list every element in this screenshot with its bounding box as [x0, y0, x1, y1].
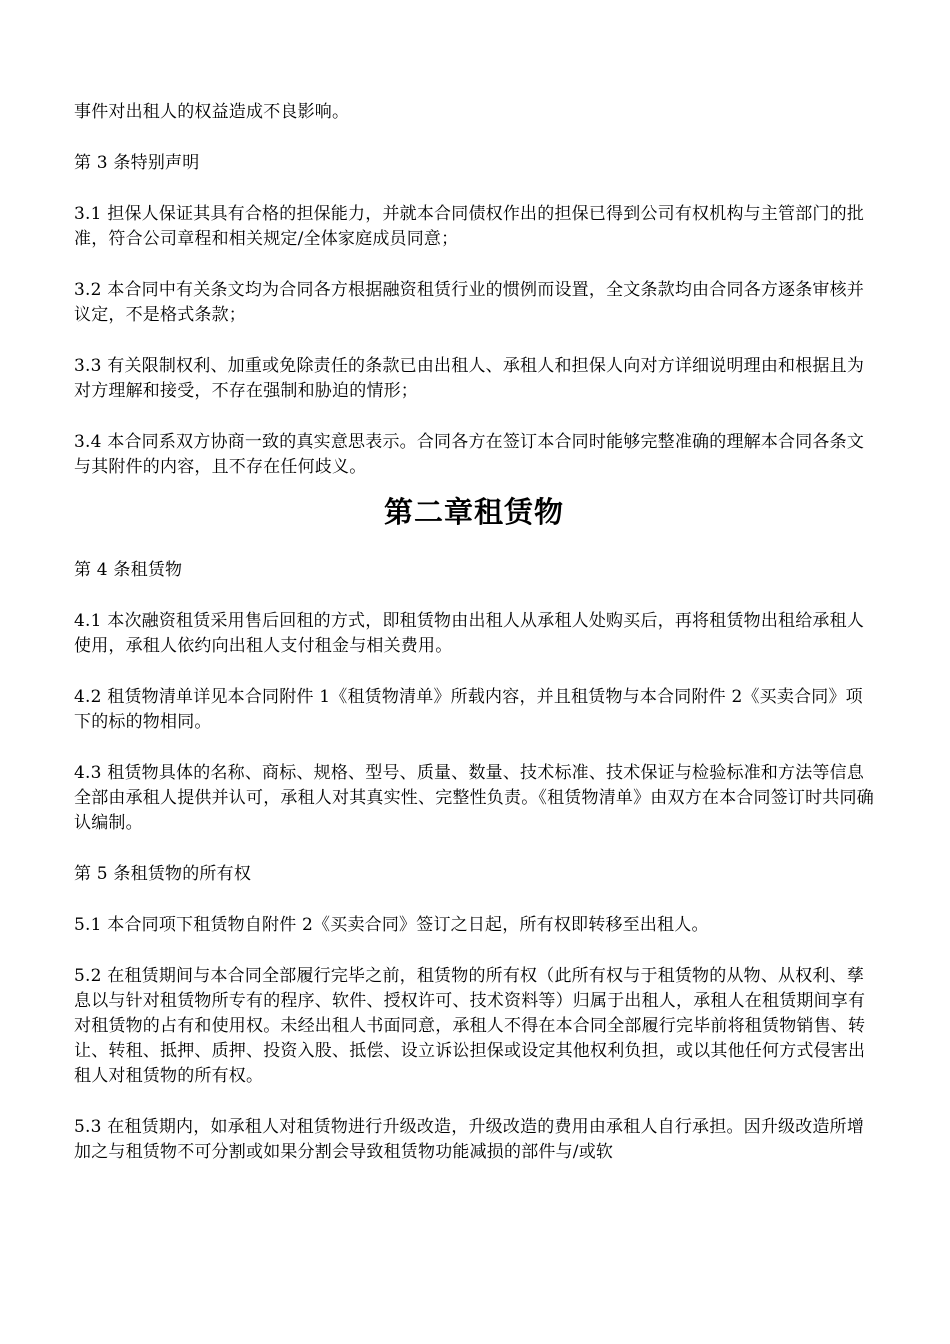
paragraph: 5.2 在租赁期间与本合同全部履行完毕之前，租赁物的所有权（此所有权与于租赁物的从物、从权利、孳息以与针对租赁物所专有的程序、软件、授权许可、技术资料等）归属于出租人，承租人在租赁期间享有对租赁物的占有和使用权。未经出租人书面同意，承租人不得在本合同全部履行完毕前将租赁物销售、转让、转租、抵押、质押、投资入股、抵偿、设立诉讼担保或设定其他权利负担，或以其他任何方式侵害出租人对租赁物的所有权。: [74, 966, 866, 1086]
paragraph: 3.1 担保人保证其具有合格的担保能力，并就本合同债权作出的担保已得到公司有权机构与主管部门的批准，符合公司章程和相关规定/全体家庭成员同意；: [74, 204, 865, 249]
paragraph: 5.1 本合同项下租赁物自附件 2《买卖合同》签订之日起，所有权即转移至出租人。: [74, 915, 709, 935]
article-heading: 第 5 条租赁物的所有权: [74, 864, 252, 884]
paragraph: 4.2 租赁物清单详见本合同附件 1《租赁物清单》所载内容，并且租赁物与本合同附件 2《买卖合同》项下的标的物相同。: [74, 687, 863, 732]
paragraph: 4.1 本次融资租赁采用售后回租的方式，即租赁物由出租人从承租人处购买后，再将租赁物出租给承租人使用，承租人依约向出租人支付租金与相关费用。: [74, 611, 865, 656]
paragraph: 5.3 在租赁期内，如承租人对租赁物进行升级改造，升级改造的费用由承租人自行承担。因升级改造所增加之与租赁物不可分割或如果分割会导致租赁物功能减损的部件与/或软: [74, 1117, 865, 1162]
paragraph: 事件对出租人的权益造成不良影响。: [74, 102, 350, 122]
paragraph: 3.4 本合同系双方协商一致的真实意思表示。合同各方在签订本合同时能够完整准确的理解本合同各条文与其附件的内容，且不存在任何歧义。: [74, 432, 865, 477]
article-heading: 第 3 条特别声明: [74, 153, 200, 173]
article-heading: 第 4 条租赁物: [74, 560, 183, 580]
paragraph: 3.3 有关限制权利、加重或免除责任的条款已由出租人、承租人和担保人向对方详细说明理由和根据且为对方理解和接受，不存在强制和胁迫的情形；: [74, 356, 865, 401]
paragraph: 4.3 租赁物具体的名称、商标、规格、型号、质量、数量、技术标准、技术保证与检验标准和方法等信息全部由承租人提供并认可，承租人对其真实性、完整性负责。《租赁物清单》由双方在本合同签订时共同确认编制。: [74, 763, 874, 833]
chapter-title: 第二章租赁物: [383, 495, 564, 529]
paragraph: 3.2 本合同中有关条文均为合同各方根据融资租赁行业的惯例而设置，全文条款均由合同各方逐条审核并议定，不是格式条款；: [74, 280, 865, 325]
document-page: [74, 100, 874, 1191]
